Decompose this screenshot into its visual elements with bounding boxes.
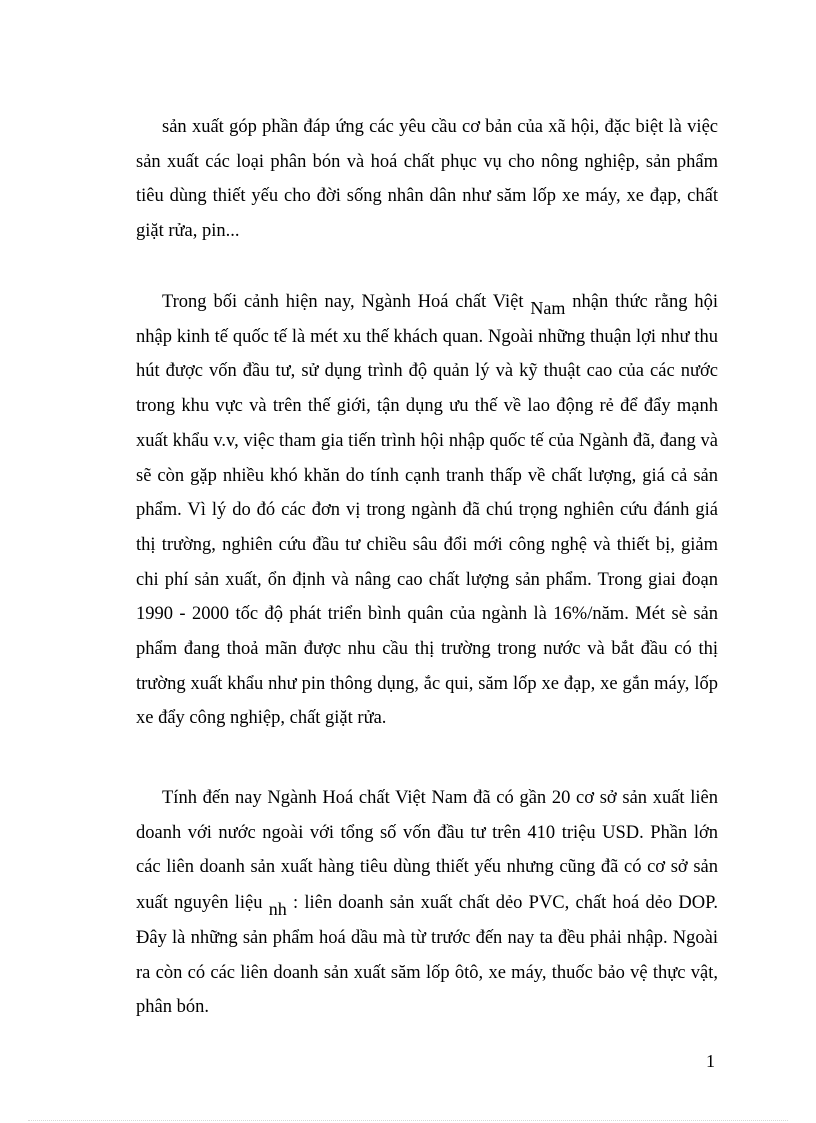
paragraph-2 <box>136 284 718 736</box>
page-number: 1 <box>706 1051 715 1071</box>
paragraph-1-text: sản xuất góp phần đáp ứng các yêu cầu cơ bản của xã hội, đặc biệt là việc sản xuất các loại phân bón và hoá chất phục vụ cho nông nghiệp, sản phẩm tiêu dùng thiết yếu cho đời sống nhân dân như săm lốp xe máy, xe đạp, chất giặt rửa, pin... <box>136 117 718 242</box>
paragraph-2-lowered-word: Nam <box>530 298 566 318</box>
paragraph-3 <box>136 781 718 1025</box>
paragraph-1 <box>136 110 718 249</box>
page-bottom-divider <box>28 1120 788 1121</box>
paragraph-3-lowered-word: nh <box>268 899 287 920</box>
paragraph-2-text-start: Trong bối cảnh hiện nay, Ngành Hoá chất Việt <box>162 292 531 312</box>
paragraph-3-text-end: : liên doanh sản xuất chất dẻo PVC, chất hoá dẻo DOP. Đây là những sản phẩm hoá dầu mà từ trước đến nay ta đều phải nhập. Ngoài ra còn có các liên doanh sản xuất săm lốp ôtô, xe máy, thuốc bảo vệ thực vật, phân bón. <box>136 893 718 1018</box>
paragraph-2-text-end: nhận thức rằng hội nhập kinh tế quốc tế là mét xu thế khách quan. Ngoài những thuận lợi như thu hút được vốn đầu tư, sử dụng trình độ quản lý và kỹ thuật cao của các nước trong khu vực và trên thế giới, tận dụng ưu thế về lao động rẻ để đẩy mạnh xuất khẩu v.v, việc tham gia tiến trình hội nhập quốc tế của Ngành đã, đang và sẽ còn gặp nhiều khó khăn do tính cạnh tranh thấp về chất lượng, giá cả sản phẩm. Vì lý do đó các đơn vị trong ngành đã chú trọng nghiên cứu đánh giá thị trường, nghiên cứu đầu tư chiều sâu đổi mới công nghệ và thiết bị, giảm chi phí sản xuất, ổn định và nâng cao chất lượng sản phẩm. Trong giai đoạn 1990 - 2000 tốc độ phát triển bình quân của ngành là 16%/năm. Mét sè sản phẩm đang thoả mãn được nhu cầu thị trường trong nước và bắt đầu có thị trường xuất khẩu như pin thông dụng, ắc qui, săm lốp xe đạp, xe gắn máy, lốp xe đẩy công nghiệp, chất giặt rửa. <box>136 292 718 729</box>
paragraph-3-text-start: Tính đến nay Ngành Hoá chất Việt Nam đã có gần 20 cơ sở sản xuất liên doanh với nước ngoài với tổng số vốn đầu tư trên 410 triệu USD. Phần lớn các liên doanh sản xuất hàng tiêu dùng thiết yếu nhưng cũng đã có cơ sở sản xuất nguyên liệu <box>136 788 718 914</box>
